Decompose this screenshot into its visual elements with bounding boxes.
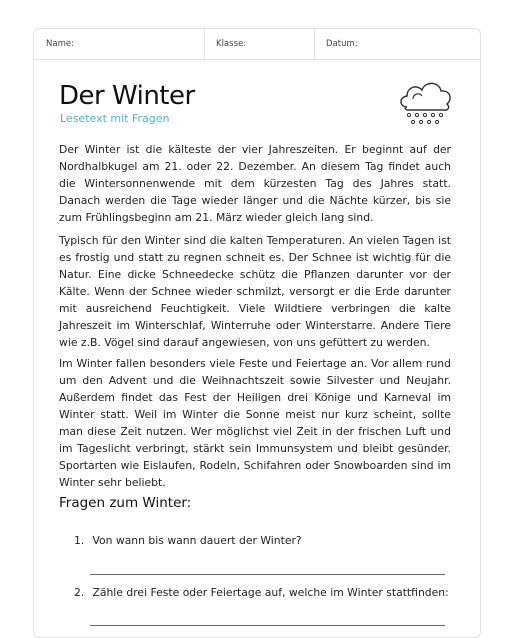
question-text: Zähle drei Feste oder Feiertage auf, welche im Winter stattfinden:	[92, 586, 449, 599]
questions-heading: Fragen zum Winter:	[59, 495, 192, 511]
header-divider	[204, 29, 205, 59]
question-text: Von wann bis wann dauert der Winter?	[92, 534, 302, 547]
question-number: 2.	[74, 586, 85, 599]
name-label: Name:	[46, 39, 74, 49]
paragraph-3: Im Winter fallen besonders viele Feste und Feiertage an. Vor allem rund um den Advent und die Weihnachtszeit sowie Silvester und Neujahr. Außerdem findet das Fest der Heiligen drei Könige und Karneval im Winter statt. Weil im Winter die Sonne meist nur kurz scheint, sollte man diese Zeit nutzen. Wer möglichst viel Zeit in der frischen Luft und im Tageslicht verbringt, stärkt sein Immunsystem und bleibt gesünder. Sportarten wie Eislaufen, Rodeln, Schifahren oder Snowboarden sind im Winter sehr beliebt.	[59, 357, 451, 489]
date-label: Datum:	[326, 39, 358, 49]
question-number: 1.	[74, 534, 85, 547]
header-bar	[34, 29, 480, 60]
class-label: Klasse:	[216, 39, 247, 49]
page-title: Der Winter	[59, 81, 195, 111]
page-subtitle: Lesetext mit Fragen	[60, 112, 170, 125]
header-divider	[314, 29, 315, 59]
paragraph-1: Der Winter ist die kälteste der vier Jahreszeiten. Er beginnt auf der Nordhalbkugel am 21. oder 22. Dezember. An diesem Tag findet auch die Wintersonnenwende mit dem kürzesten Tag des Jahres statt. Danach werden die Tage wieder länger und die Nächte kürzer, bis sie zum Frühlingsbeginn am 21. März wieder gleich lang sind.	[59, 143, 451, 224]
paragraph-2: Typisch für den Winter sind die kalten Temperaturen. An vielen Tagen ist es frostig und statt zu regnen schneit es. Der Schnee ist wichtig für die Natur. Eine dicke Schneedecke schütz die Pflanzen darunter vor der Kälte. Wenn der Schnee wieder schmilzt, versorgt er die Erde darunter mit ausreichend Feuchtigkeit. Viele Wildtiere verbringen die kalte Jahreszeit im Winterschlaf, Winterruhe oder Winterstarre. Andere Tiere wie z.B. Vögel sind darauf angewiesen, von uns gefüttert zu werden.	[59, 234, 451, 349]
answer-line[interactable]	[90, 574, 445, 575]
worksheet	[33, 28, 481, 638]
question-1	[74, 534, 302, 547]
question-2	[74, 586, 449, 599]
snow-cloud-icon	[395, 77, 457, 127]
answer-line[interactable]	[90, 625, 445, 626]
